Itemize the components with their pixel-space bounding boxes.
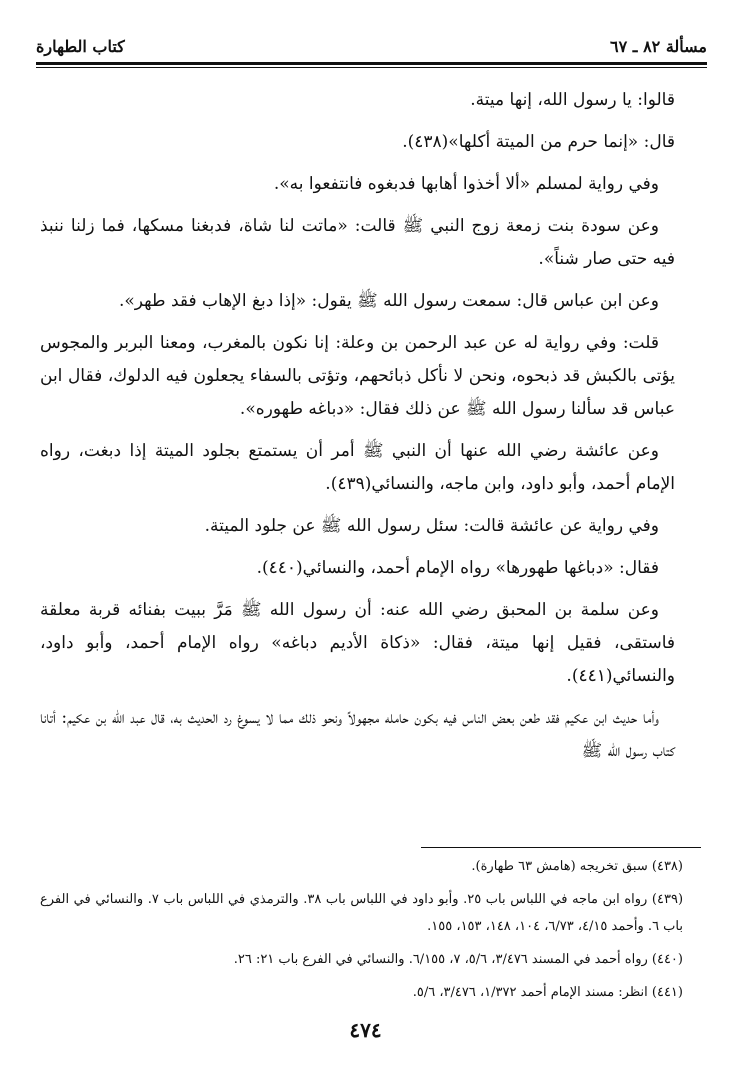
paragraph: وأما حديث ابن عكيم فقد طعن بعض الناس فيه بكون حامله مجهولاً ونحو ذلك مما لا يسوغ رد الحديث به، قال عبد الله بن عكيم: أتانا كتاب رسول الله ﷺ (40, 708, 675, 761)
footnote: (٤٣٨) سبق تخريجه (هامش ٦٣ طهارة). (471, 859, 683, 874)
paragraph: قالوا: يا رسول الله، إنها ميتة. (470, 90, 675, 110)
footnotes (40, 853, 683, 1012)
footnote: (٤٣٩) رواه ابن ماجه في اللباس باب ٢٥. وأبو داود في اللباس باب ٣٨. والترمذي في اللباس باب ٧. والنسائي في الفرع باب ٦. وأحمد ٤/١٥، ٦/٧٣، ١٠٤، ١٤٨، ١٥٣، ١٥٥. (40, 892, 684, 934)
paragraph: وعن عائشة رضي الله عنها أن النبي ﷺ أمر أن يستمتع بجلود الميتة إذا دبغت، رواه الإمام أحمد، وأبو داود، وابن ماجه، والنسائي(٤٣٩). (40, 441, 675, 494)
running-header (36, 30, 707, 65)
header-book-title: كتاب الطهارة (36, 36, 125, 56)
paragraph: قلت: وفي رواية له عن عبد الرحمن بن وعلة: إنا نكون بالمغرب، ومعنا البربر والمجوس يؤتى بالكبش قد ذبحوه، ونحن لا نأكل ذبائحهم، وتؤتى بالسفاء يجعلون فيه الدلوك، فقال ابن عباس قد سألنا رسول الله ﷺ عن ذلك فقال: «دباغه طهوره». (40, 333, 675, 419)
footnote: (٤٤١) انظر: مسند الإمام أحمد ١/٣٧٢، ٣/٤٧٦، ٥/٦. (412, 985, 683, 1000)
main-text (40, 84, 675, 777)
paragraph: وعن سلمة بن المحبق رضي الله عنه: أن رسول الله ﷺ مَرَّ ببيت بفنائه قربة معلقة فاستقى، فقيل إنها ميتة، فقال: «ذكاة الأديم دباغه» رواه الإمام أحمد، وأبو داود، والنسائي(٤٤١). (40, 600, 675, 686)
paragraph: وفي رواية عن عائشة قالت: سئل رسول الله ﷺ عن جلود الميتة. (204, 516, 659, 536)
paragraph: وعن ابن عباس قال: سمعت رسول الله ﷺ يقول: «إذا دبغ الإهاب فقد طهر». (119, 291, 659, 311)
paragraph: فقال: «دباغها طهورها» رواه الإمام أحمد، والنسائي(٤٤٠). (256, 558, 659, 578)
paragraph: قال: «إنما حرم من الميتة أكلها»(٤٣٨). (402, 132, 675, 152)
footnote: (٤٤٠) رواه أحمد في المسند ٣/٤٧٦، ٥/٦، ٧، ٦/١٥٥. والنسائي في الفرع باب ٢١: ٢٦. (233, 952, 683, 967)
paragraph: وعن سودة بنت زمعة زوج النبي ﷺ قالت: «ماتت لنا شاة، فدبغنا مسكها، فما زلنا ننبذ فيه حتى صار شناً». (40, 216, 675, 269)
page-number: ٤٧٤ (349, 1018, 382, 1042)
header-rule (36, 67, 707, 68)
paragraph: وفي رواية لمسلم «ألا أخذوا أهابها فدبغوه فانتفعوا به». (273, 174, 659, 194)
footnote-separator (421, 847, 701, 848)
header-section-title: مسألة ٨٢ ـ ٦٧ (610, 36, 707, 56)
